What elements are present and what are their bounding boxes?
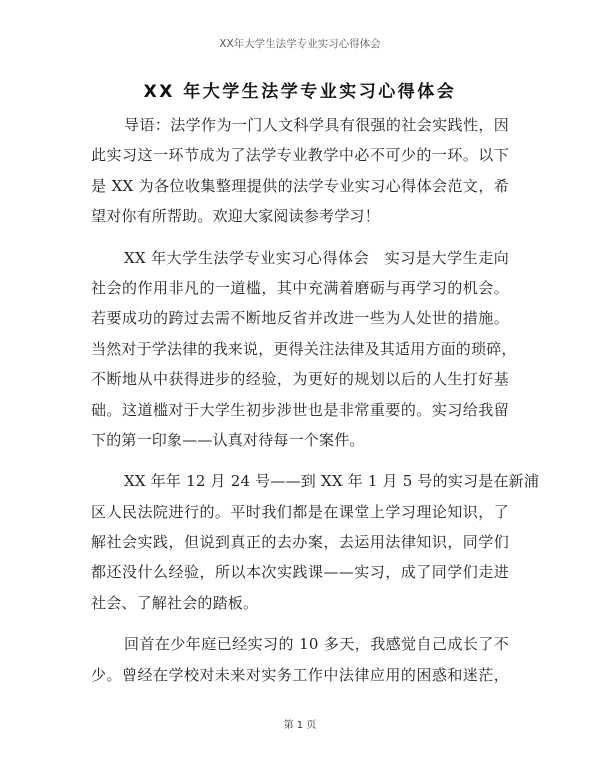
text-line: 回首在少年庭已经实习的 10 多天，我感觉自己成长了不 xyxy=(124,635,509,654)
text-line: 区人民法院进行的。平时我们都是在课堂上学习理论知识，了 xyxy=(91,502,509,521)
text-line: 当然对于学法律的我来说，更得关注法律及其适用方面的琐碎， xyxy=(91,339,517,358)
text-line: XX 年年 12 月 24 号——到 XX 年 1 月 5 号的实习是在新浦 xyxy=(124,472,540,491)
text-line: 此实习这一环节成为了法学专业教学中必不可少的一环。以下 xyxy=(91,146,509,165)
paragraph-4 xyxy=(91,629,509,690)
page-number: 第 1 页 xyxy=(283,720,317,731)
paragraph-2 xyxy=(91,243,517,456)
text-line: 不断地从中获得进步的经验，为更好的规划以后的人生打好基 xyxy=(91,370,509,389)
text-line: 解社会实践，但说到真正的去办案，去运用法律知识，同学们 xyxy=(91,533,509,552)
running-header: XX年大学生法学专业实习心得体会 xyxy=(219,38,381,50)
document-title: XX 年大学生法学专业实习心得体会 xyxy=(143,82,457,102)
text-line: 导语：法学作为一门人文科学具有很强的社会实践性，因 xyxy=(124,116,509,134)
paragraph-intro xyxy=(91,110,509,232)
text-line: 社会、了解社会的踏板。 xyxy=(91,593,259,612)
text-line: 都还没什么经验，所以本次实践课——实习，成了同学们走进 xyxy=(91,563,509,582)
paragraph-3 xyxy=(91,466,540,618)
text-line: 若要成功的跨过去需不断地反省并改进一些为人处世的措施。 xyxy=(91,309,509,328)
text-line: 社会的作用非凡的一道槛，其中充满着磨砺与再学习的机会。 xyxy=(91,278,509,297)
text-line: 础。这道槛对于大学生初步涉世也是非常重要的。实习给我留 xyxy=(91,400,509,419)
text-line: 是 XX 为各位收集整理提供的法学专业实习心得体会范文，希 xyxy=(91,176,509,195)
text-line: 少。曾经在学校对未来对实务工作中法律应用的困惑和迷茫， xyxy=(91,665,509,684)
text-line: 望对你有所帮助。欢迎大家阅读参考学习！ xyxy=(91,207,380,226)
document-body xyxy=(91,110,540,701)
text-line: XX 年大学生法学专业实习心得体会 实习是大学生走向 xyxy=(124,248,509,267)
text-line: 下的第一印象——认真对待每一个案件。 xyxy=(91,430,365,449)
